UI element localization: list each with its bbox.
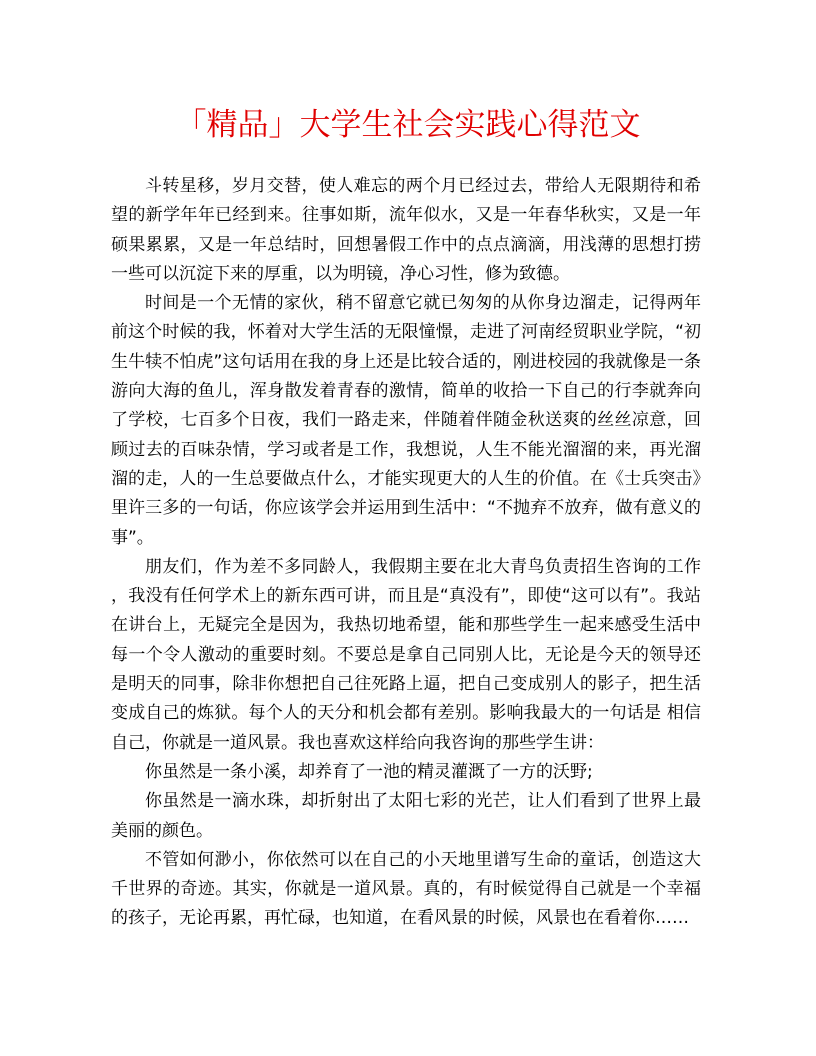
paragraph: 你虽然是一条小溪，却养育了一池的精灵灌溉了一方的沃野; [145, 761, 593, 782]
document-body [111, 172, 701, 934]
paragraph: 朋友们，作为差不多同龄人，我假期主要在北大青鸟负责招生咨询的工作，我没有任何学术上的新东西可讲，而且是“真没有”，即使“这可以有”。我站在讲台上，无疑完全是因为，我热切地希望，能和那些学生一起来感受生活中每一个令人激动的重要时刻。不要总是拿自己同别人比，无论是今天的领导还是明天的同事，除非你想把自己往死路上逼，把自己变成别人的影子，把生活变成自己的炼狱。每个人的天分和机会都有差别。影响我最大的一句话是 相信自己，你就是一道风景。我也喜欢这样给向我咨询的那些学生讲： [111, 556, 701, 753]
paragraph: 斗转星移，岁月交替，使人难忘的两个月已经过去，带给人无限期待和希望的新学年年已经到来。往事如斯，流年似水，又是一年春华秋实，又是一年硕果累累，又是一年总结时，回想暑假工作中的点点滴滴，用浅薄的思想打捞一些可以沉淀下来的厚重，以为明镜，净心习性，修为致德。 [111, 176, 701, 284]
paragraph: 不管如何渺小，你依然可以在自己的小天地里谱写生命的童话，创造这大千世界的奇迹。其实，你就是一道风景。真的，有时候觉得自己就是一个幸福的孩子，无论再累，再忙碌，也知道，在看风景的时候，风景也在看着你…… [111, 849, 701, 929]
paragraph: 时间是一个无情的家伙，稍不留意它就已匆匆的从你身边溜走，记得两年前这个时候的我，怀着对大学生活的无限憧憬，走进了河南经贸职业学院，“初生牛犊不怕虎”这句话用在我的身上还是比较合适的，刚进校园的我就像是一条游向大海的鱼儿，浑身散发着青春的激情，简单的收拾一下自己的行李就奔向了学校，七百多个日夜，我们一路走来，伴随着伴随金秋送爽的丝丝凉意，回顾过去的百味杂情，学习或者是工作，我想说，人生不能光溜溜的来，再光溜溜的走，人的一生总要做点什么，才能实现更大的人生的价值。在《士兵突击》里许三多的一句话，你应该学会并运用到生活中：“不抛弃不放弃，做有意义的事”。 [111, 293, 701, 548]
document-title: 「精品」大学生社会实践心得范文 [175, 107, 641, 143]
paragraph: 你虽然是一滴水珠，却折射出了太阳七彩的光芒，让人们看到了世界上最美丽的颜色。 [111, 791, 701, 841]
